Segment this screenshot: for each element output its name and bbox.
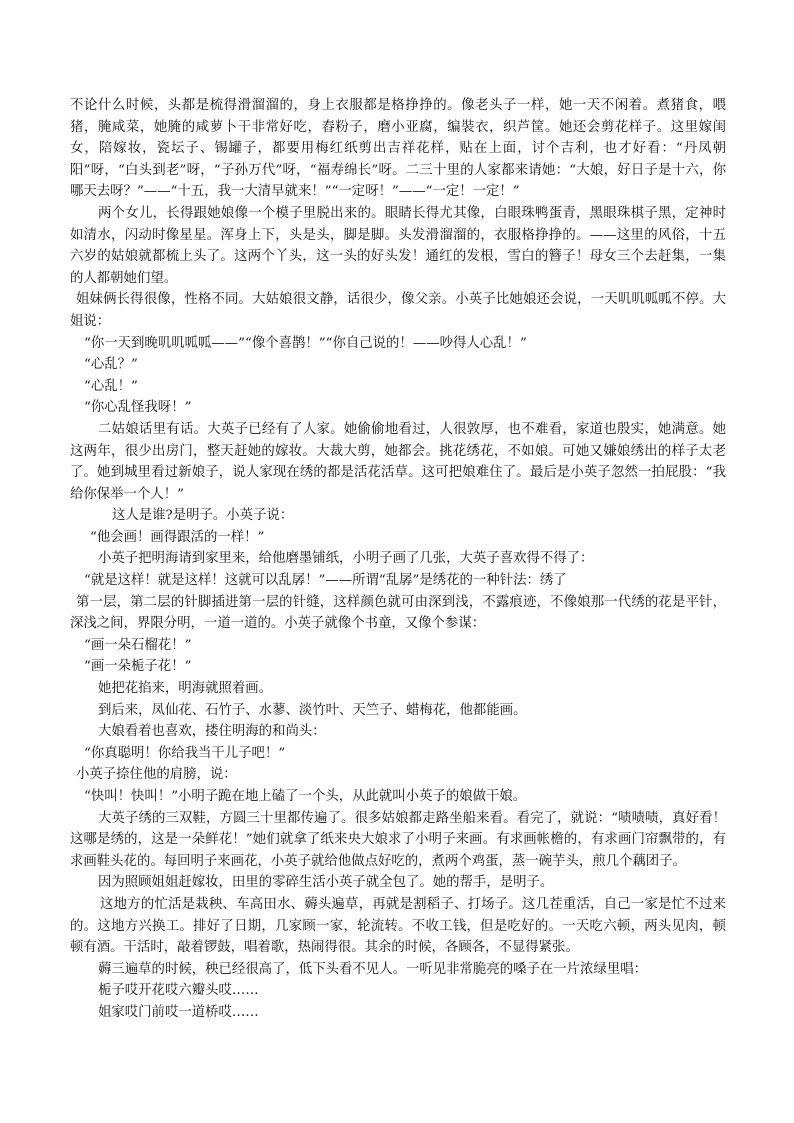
paragraph-6: 小英子把明海请到家里来，给他磨墨铺纸，小明子画了几张，大英子喜欢得不得了： [98, 551, 594, 567]
paragraph-7: 第一层，第二层的针脚插进第一层的针缝，这样颜色就可由深到浅，不露痕迹，不像娘那一代绣的花是平针，深浅之间，界限分明，一道一道的。小英子就像个书童，又像个参谋： [70, 594, 726, 632]
song-line-1: 栀子哎开花哎六瓣头哎…… [98, 983, 259, 999]
paragraph-8: 她把花掐来，明海就照着画。 [98, 681, 273, 697]
dialogue-line-2: “心乱？” [84, 357, 138, 373]
paragraph-14: 这地方的忙活是栽秧、车高田水、薅头遍草，再就是割稻子、打场子。这几茬重活，自己一家是忙不过来的。这地方兴换工。排好了日期，几家顾一家，轮流转。不收工钱，但是吃好的。一天吃六顿，两头见肉，顿顿有酒。干活时，敲着锣鼓，唱着歌，热闹得很。其余的时候，各顾各，不显得紧张。 [70, 896, 726, 956]
dialogue-line-7: “画一朵石榴花！” [84, 637, 192, 653]
dialogue-line-5: “他会画！画得跟活的一样！” [90, 529, 265, 545]
paragraph-3: 姐妹俩长得很像，性格不同。大姑娘很文静，话很少，像父亲。小英子比她娘还会说，一天叽叽呱呱不停。大姐说： [70, 292, 726, 329]
paragraph-13: 因为照顾姐姐赶嫁妆，田里的零碎生活小英子就全包了。她的帮手，是明子。 [98, 875, 554, 891]
paragraph-12: 大英子绣的三双鞋，方圆三十里都传遍了。很多姑娘都走路坐船来看。看完了，就说：“啧啧啧，真好看！这哪是绣的，这是一朵鲜花！”她们就拿了纸来央大娘求了小明子来画。有求画帐檐的，有求画门帘飘带的，有求画鞋头花的。每回明子来画花，小英子就给他做点好吃的，煮两个鸡蛋，蒸一碗芋头，煎几个藕团子。 [70, 810, 726, 869]
paragraph-10: 大娘看着也喜欢，搂住明海的和尚头： [98, 724, 326, 740]
paragraph-1: 不论什么时候，头都是梳得滑溜溜的，身上衣服都是格挣挣的。像老头子一样，她一天不闲着。煮猪食，喂猪，腌咸菜，她腌的咸萝卜干非常好吃，舂粉子，磨小亚腐，编裝衣，织芦筐。她还会剪花样子。这里嫁闺女，陪嫁妆，瓷坛子、锡罐子，都要用梅红纸剪出吉祥花样，贴在上面，讨个吉利，也才好看：“丹凤朝阳”呀，“白头到老”呀，“子孙万代”呀，“福寿绵长”呀。二三十里的人家都来请她：“大娘，好日子是十六，你哪天去呀？”——“十五，我一大清早就来！”“一定呀！”——“一定！一定！” [70, 98, 726, 200]
paragraph-11: 小英子捺住他的肩膀，说： [76, 767, 237, 783]
paragraph-15: 薅三遍草的时候，秧已经很高了，低下头看不见人。一听见非常脆亮的嗓子在一片浓绿里唱： [98, 961, 648, 977]
dialogue-line-1: “你一天到晚叽叽呱呱——”“像个喜鹊！”“你自己说的！——吵得人心乱！” [84, 335, 527, 351]
paragraph-5: 这人是谁?是明子。小英子说： [112, 508, 294, 524]
song-line-2: 姐家哎门前哎一道桥哎…… [98, 1004, 259, 1020]
dialogue-line-9: “你真聪明！你给我当干儿子吧！” [84, 745, 286, 761]
paragraph-9: 到后来，凤仙花、石竹子、水蓼、淡竹叶、天竺子、蜡梅花，他都能画。 [98, 702, 527, 718]
paragraph-2: 两个女儿，长得跟她娘像一个模子里脱出来的。眼睛长得尤其像，白眼珠鸭蛋青，黑眼珠棋子黑，定神时如清水，闪动时像星星。浑身上下，头是头，脚是脚。头发滑溜溜的，衣服格挣挣的。——这里的风俗，十五六岁的姑娘就都梳上头了。这两个丫头，这一头的好头发！通红的发根，雪白的簪子！母女三个去赶集，一集的人都朝她们望。 [70, 205, 726, 286]
dialogue-line-3: “心乱！” [84, 378, 138, 394]
dialogue-line-4: “你心乱怪我呀！” [84, 400, 192, 416]
dialogue-line-10: “快叫！快叫！”小明子跪在地上磕了一个头，从此就叫小英子的娘做干娘。 [84, 789, 527, 804]
paragraph-4: 二姑娘话里有话。大英子已经有了人家。她偷偷地看过，人很敦厚，也不难看，家道也殷实，她满意。她这两年，很少出房门，整天赶她的嫁妆。大裁大剪，她都会。挑花绣花，不如娘。可她又嫌娘绣出的样子太老了。她到城里看过新娘子，说人家现在绣的都是活花活草。这可把娘难住了。最后是小英子忽然一拍屁股：“我给你保举一个人！” [70, 421, 726, 502]
dialogue-line-6: “就是这样！就是这样！这就可以乱孱！”——所谓“乱孱”是绣花的一种针法：绣了 [84, 573, 567, 589]
document-page [70, 95, 726, 1024]
dialogue-line-8: “画一朵栀子花！” [84, 659, 192, 675]
